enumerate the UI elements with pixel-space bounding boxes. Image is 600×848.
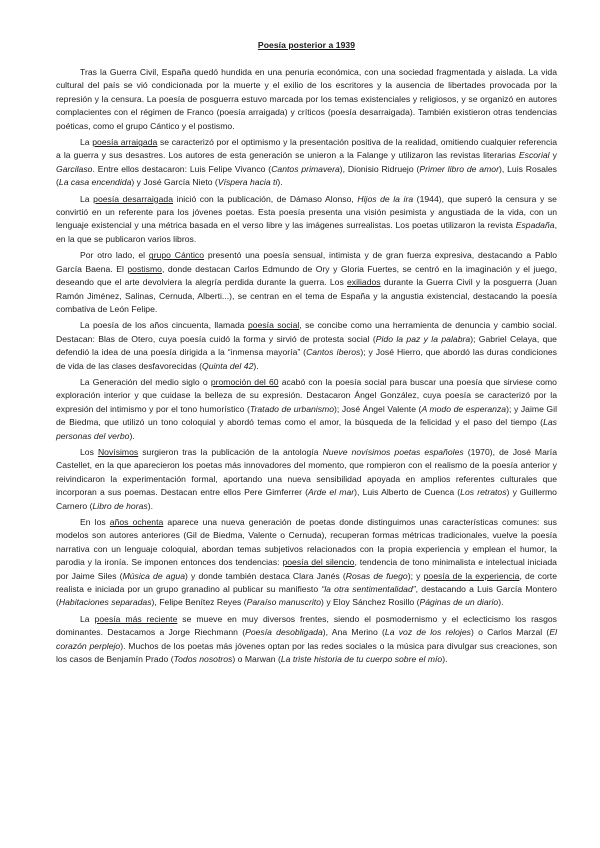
- italic-title: Pido la paz y la palabra: [375, 333, 471, 344]
- italic-title: Páginas de un diario: [419, 597, 499, 608]
- text-run: ); y José Hierro, que abordó las duras condiciones de vida de las clases desfavorecidas (: [56, 347, 557, 371]
- italic-title: Paraíso manuscrito: [246, 597, 322, 608]
- italic-title: Rosas de fuego: [345, 570, 408, 581]
- underlined-term: poesía de la experiencia: [423, 570, 520, 581]
- underlined-term: exiliados: [347, 277, 381, 288]
- underlined-term: poesía arraigada: [92, 137, 158, 148]
- italic-title: Cantos íberos: [306, 347, 361, 358]
- underlined-term: poesía social: [247, 320, 300, 331]
- paragraph: [56, 249, 557, 316]
- italic-title: Primer libro de amor: [419, 163, 499, 174]
- paragraph: [56, 516, 557, 610]
- italic-title: Hijos de la ira: [357, 193, 414, 204]
- text-run: En los: [80, 517, 110, 527]
- text-run: ), Dionisio Ridruejo (: [339, 163, 420, 174]
- document-body: [56, 66, 557, 666]
- text-run: , se concibe como una herramienta de denuncia y cambio social. Destacan: Blas de Otero, cuya poesía cuidó la forma y sirvió de protesta social (: [56, 320, 557, 344]
- text-run: ).: [253, 360, 259, 371]
- underlined-term: poesía más reciente: [94, 613, 178, 624]
- text-run: ); y: [407, 570, 424, 581]
- text-run: ) y José García Nieto (: [131, 177, 218, 188]
- text-run: Los: [80, 446, 98, 457]
- text-run: ); José Ángel Valente (: [334, 403, 422, 414]
- text-run: ), Ana Merino (: [322, 627, 385, 638]
- text-run: ), Felipe Benítez Reyes (: [151, 597, 247, 608]
- text-run: surgieron tras la publicación de la antología: [138, 446, 323, 457]
- text-run: ).: [277, 177, 283, 188]
- text-run: , en la que se publicaron varios libros.: [56, 220, 557, 244]
- underlined-term: promoción del 60: [210, 376, 279, 387]
- text-run: La: [80, 137, 93, 148]
- text-run: ); y Jaime Gil de Biedma, que utilizó un tono coloquial y abordó temas como el amor, la búsqueda de la felicidad y el paso del tiempo (: [56, 403, 557, 428]
- paragraph: [56, 136, 557, 190]
- text-run: ).: [498, 597, 504, 608]
- text-run: presentó una poesía sensual, intimista y de gran fuerza expresiva, destacando a Pablo García Baena. El: [56, 250, 558, 274]
- text-run: ).: [129, 430, 135, 441]
- italic-title: Víspera hacia ti: [217, 177, 278, 188]
- italic-title: Las personas del verbo: [56, 417, 557, 441]
- italic-title: El corazón perplejo: [56, 627, 557, 651]
- text-run: La: [80, 613, 95, 624]
- text-run: ) o Marwan (: [232, 654, 281, 665]
- underlined-term: Novísimos: [97, 446, 139, 457]
- document-title: Poesía posterior a 1939: [257, 40, 356, 50]
- text-run: acabó con la poesía social para buscar una poesía que sirviese como exploración interior y que cuidase la belleza de su expresión. Destacaron Ángel González, cuya poesía se caracterizó por la expresión del intimismo y por el tono humorístico (: [56, 376, 557, 414]
- italic-title: La casa encendida: [58, 177, 132, 188]
- italic-title: Poesía desobligada: [245, 627, 323, 638]
- paragraph: [56, 376, 557, 443]
- underlined-term: poesía del silencio: [282, 557, 355, 568]
- italic-title: La triste historia de tu cuerpo sobre el mío: [280, 654, 443, 665]
- text-run: . Entre ellos destacaron: Luis Felipe Vivanco (: [92, 163, 272, 174]
- italic-title: Espadaña: [515, 220, 555, 231]
- text-run: (1944), que superó la censura y se convirtió en un referente para los jóvenes poetas. Esta poesía presenta una visión pesimista y angustiada de la vida, con un lenguaje existencial y una métrica basada en el verso libre y las imágenes surrealistas. Los poetas utilizaron la revista: [56, 193, 557, 231]
- underlined-term: años ochenta: [109, 517, 164, 527]
- underlined-term: postismo: [127, 263, 162, 274]
- text-run: Tras la Guerra Civil, España quedó hundida en una penuria económica, con una sociedad fragmentada y aislada. La vida cultural del país se vió condicionada por la muerte y el exilio de los escritores y la ausencia de libertades provocada por la represión y la censura. La poesía de posguerra estuvo marcada por los temas existenciales y religiosos, y se organizó en autores complacientes con el régimen de Franco (poesía arraigada) y críticos (poesía desarraigada). También existieron otras tendencias poéticas, como el grupo Cántico y el postismo.: [56, 67, 557, 131]
- italic-title: Música de agua: [122, 570, 185, 581]
- text-run: ), Luis Rosales (: [56, 163, 557, 188]
- text-run: ).: [147, 500, 154, 511]
- italic-title: A modo de esperanza: [421, 403, 507, 414]
- text-run: , donde destacan Carlos Edmundo de Ory y Gloria Fuertes, se centró en la imaginación y el juego, deseando que el arte devolviera la alegría perdida durante la guerra. Los: [56, 263, 557, 288]
- text-run: ) o Carlos Marzal (: [470, 627, 550, 638]
- italic-title: Escorial: [518, 150, 550, 161]
- text-run: y: [549, 150, 557, 161]
- italic-title: Todos nosotros: [173, 654, 233, 665]
- text-run: La: [80, 193, 94, 204]
- text-run: aparece una nueva generación de poetas donde distinguimos unas características comunes: sus modelos son autores anteriores (Gil de Biedma, Valente o Cernuda), recuperan formas métricas tradicionales, vuelve la poesía narrativa con un lenguaje coloquial, abordan temas subjetivos relacionados con la propia experiencia y emplean el humor, la parodia y la ironía. Se imponen entonces dos tendencias:: [56, 517, 557, 568]
- italic-title: “la otra sentimentalidad”: [321, 584, 416, 595]
- italic-title: Tratado de urbanismo: [249, 403, 335, 414]
- text-run: ) y donde también destaca Clara Janés (: [185, 570, 346, 581]
- text-run: (1970), de José María Castellet, en la que aparecieron los poetas más innovadores del momento, que rompieron con el realismo de la poesía anterior y reivindicaron la experimentación formal, aportando una nueva sensibilidad apoyada en amplios referentes culturales que incorporan a sus poemas. Destacan entre ellos Pere Gimferrer (: [56, 446, 557, 498]
- italic-title: Quinta del 42: [201, 360, 254, 371]
- text-run: ) y Guillermo Carnero (: [56, 487, 557, 511]
- text-run: ); Gabriel Celaya, que defendió la idea de una poesía dirigida a la “inmensa mayoría” (: [56, 333, 557, 358]
- text-run: La poesía de los años cincuenta, llamada: [80, 320, 248, 331]
- italic-title: Habitaciones separadas: [58, 597, 152, 608]
- underlined-term: grupo Cántico: [148, 250, 205, 261]
- italic-title: Libro de horas: [92, 500, 148, 511]
- text-run: , de corte realista e iniciada por un grupo granadino al publicar su manifiesto: [56, 570, 557, 595]
- italic-title: Garcilaso: [56, 163, 93, 174]
- text-run: , destacando a Luis García Montero (: [56, 584, 557, 608]
- italic-title: Los retratos: [460, 487, 507, 498]
- text-run: Por otro lado, el: [80, 250, 149, 261]
- text-run: La Generación del medio siglo o: [80, 376, 211, 387]
- paragraph: [56, 319, 557, 373]
- italic-title: La voz de los relojes: [384, 627, 471, 638]
- text-run: se caracterizó por el optimismo y la presentación positiva de la realidad, omitiendo cualquier referencia a la guerra y sus desastres. Los autores de esta generación se unieron a la Falange y utilizaron las revistas literarias: [56, 137, 558, 161]
- paragraph: [56, 66, 557, 133]
- italic-title: Cantos primavera: [271, 163, 340, 174]
- text-run: se mueve en muy diversos frentes, siendo el posmodernismo y el eclecticismo los rasgos dominantes. Destacamos a Jorge Riechmann (: [56, 613, 557, 638]
- text-run: , tendencia de tono minimalista e intelectual iniciada por Jaime Siles (: [56, 557, 557, 581]
- text-run: ) y Eloy Sánchez Rosillo (: [321, 597, 420, 608]
- italic-title: Arde el mar: [308, 487, 355, 498]
- paragraph: [56, 613, 557, 667]
- text-run: durante la Guerra Civil y la posguerra (Juan Ramón Jiménez, Salinas, Cernuda, Alberti...), se centran en el tema de España y la angustia existencial, destacando la poesía combativa de León Felipe.: [56, 277, 557, 314]
- text-run: ), Luis Alberto de Cuenca (: [354, 487, 461, 498]
- text-run: inició con la publicación, de Dámaso Alonso,: [173, 193, 358, 204]
- italic-title: Nueve novísimos poetas españoles: [322, 446, 464, 457]
- paragraph: [56, 446, 557, 513]
- text-run: ).: [442, 654, 448, 665]
- text-run: ). Muchos de los poetas más jóvenes optan por las redes sociales o la música para divulgar sus creaciones, son los casos de Benjamín Prado (: [56, 640, 557, 665]
- document-page: [56, 40, 557, 669]
- underlined-term: poesía desarraigada: [93, 193, 174, 204]
- paragraph: [56, 193, 557, 247]
